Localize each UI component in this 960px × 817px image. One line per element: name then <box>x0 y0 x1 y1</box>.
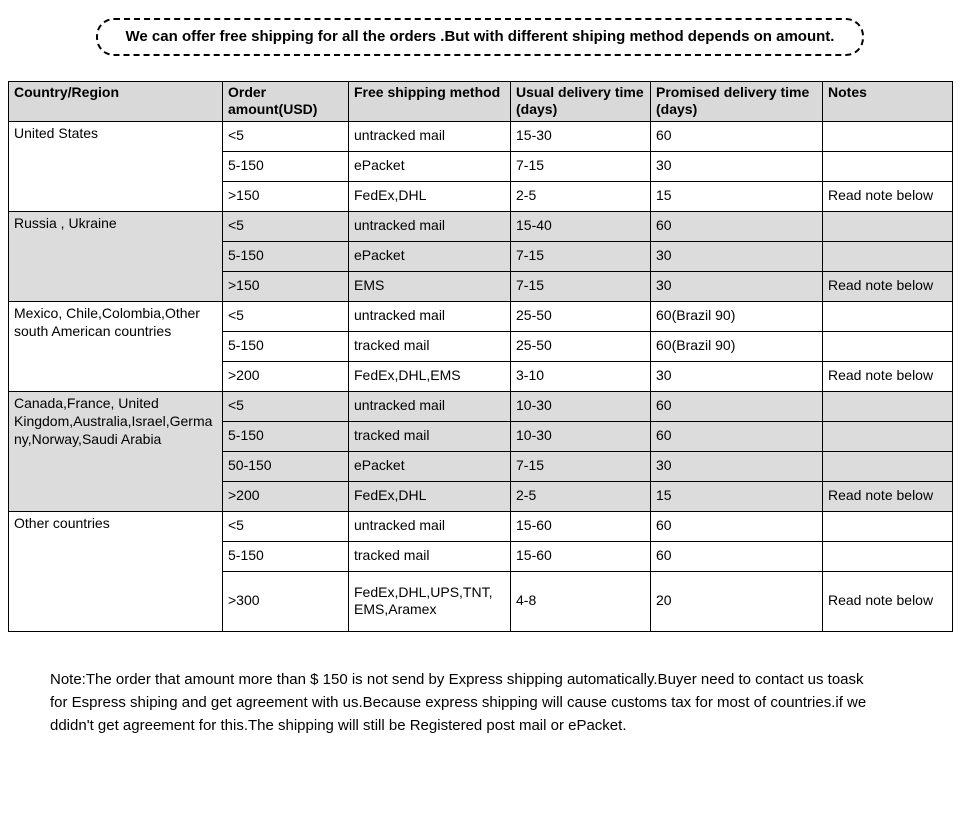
promised-delivery-cell: 60 <box>651 211 823 241</box>
shipping-method-cell: FedEx,DHL <box>349 481 511 511</box>
shipping-method-cell: tracked mail <box>349 331 511 361</box>
country-cell: Other countries <box>9 511 223 631</box>
order-amount-cell: 5-150 <box>223 151 349 181</box>
notes-cell: Read note below <box>823 571 953 631</box>
shipping-method-cell: ePacket <box>349 241 511 271</box>
promised-delivery-cell: 60 <box>651 541 823 571</box>
order-amount-cell: 5-150 <box>223 241 349 271</box>
shipping-table-body <box>9 121 953 631</box>
promised-delivery-cell: 60 <box>651 391 823 421</box>
header-usual-delivery-time: Usual delivery time (days) <box>511 81 651 121</box>
shipping-note: Note:The order that amount more than $ 150 is not send by Express shipping automatically.Buyer need to contact us toask for Espress shiping and get agreement with us.Because express shipping will cause customs tax for most of countries.if we ddidn't get agreement for this.The shipping will still be Registered post mail or ePacket. <box>50 670 867 734</box>
shipping-method-cell: untracked mail <box>349 391 511 421</box>
order-amount-cell: >150 <box>223 181 349 211</box>
usual-delivery-cell: 10-30 <box>511 391 651 421</box>
usual-delivery-cell: 15-60 <box>511 541 651 571</box>
shipping-method-cell: untracked mail <box>349 121 511 151</box>
notes-cell: Read note below <box>823 481 953 511</box>
usual-delivery-cell: 15-60 <box>511 511 651 541</box>
header-order-amount: Order amount(USD) <box>223 81 349 121</box>
table-row <box>9 121 953 151</box>
shipping-method-cell: FedEx,DHL <box>349 181 511 211</box>
notes-cell <box>823 241 953 271</box>
usual-delivery-cell: 25-50 <box>511 331 651 361</box>
notes-cell: Read note below <box>823 271 953 301</box>
shipping-table <box>8 81 953 632</box>
usual-delivery-cell: 7-15 <box>511 241 651 271</box>
table-row <box>9 511 953 541</box>
promised-delivery-cell: 20 <box>651 571 823 631</box>
promised-delivery-cell: 30 <box>651 271 823 301</box>
notes-cell <box>823 121 953 151</box>
notes-cell: Read note below <box>823 181 953 211</box>
order-amount-cell: 5-150 <box>223 331 349 361</box>
usual-delivery-cell: 7-15 <box>511 151 651 181</box>
promised-delivery-cell: 15 <box>651 181 823 211</box>
notes-cell <box>823 331 953 361</box>
shipping-method-cell: ePacket <box>349 451 511 481</box>
usual-delivery-cell: 15-30 <box>511 121 651 151</box>
promised-delivery-cell: 60(Brazil 90) <box>651 331 823 361</box>
order-amount-cell: <5 <box>223 511 349 541</box>
header-notes: Notes <box>823 81 953 121</box>
shipping-method-cell: tracked mail <box>349 541 511 571</box>
shipping-method-cell: EMS <box>349 271 511 301</box>
notes-cell <box>823 301 953 331</box>
order-amount-cell: >150 <box>223 271 349 301</box>
usual-delivery-cell: 25-50 <box>511 301 651 331</box>
table-header-row <box>9 81 953 121</box>
usual-delivery-cell: 3-10 <box>511 361 651 391</box>
header-free-shipping-method: Free shipping method <box>349 81 511 121</box>
shipping-method-cell: untracked mail <box>349 301 511 331</box>
notes-cell <box>823 391 953 421</box>
free-shipping-banner: We can offer free shipping for all the orders .But with different shiping method depends on amount. <box>96 18 865 56</box>
order-amount-cell: >200 <box>223 481 349 511</box>
shipping-method-cell: ePacket <box>349 151 511 181</box>
order-amount-cell: <5 <box>223 391 349 421</box>
usual-delivery-cell: 2-5 <box>511 481 651 511</box>
promised-delivery-cell: 30 <box>651 361 823 391</box>
shipping-method-cell: untracked mail <box>349 511 511 541</box>
order-amount-cell: 5-150 <box>223 421 349 451</box>
notes-cell <box>823 451 953 481</box>
order-amount-cell: >200 <box>223 361 349 391</box>
order-amount-cell: <5 <box>223 301 349 331</box>
order-amount-cell: 5-150 <box>223 541 349 571</box>
notes-cell <box>823 151 953 181</box>
promised-delivery-cell: 30 <box>651 451 823 481</box>
country-cell: Canada,France, United Kingdom,Australia,Israel,Germany,Norway,Saudi Arabia <box>9 391 223 511</box>
shipping-method-cell: FedEx,DHL,UPS,TNT, EMS,Aramex <box>349 571 511 631</box>
usual-delivery-cell: 7-15 <box>511 451 651 481</box>
table-row <box>9 211 953 241</box>
order-amount-cell: >300 <box>223 571 349 631</box>
order-amount-cell: 50-150 <box>223 451 349 481</box>
usual-delivery-cell: 7-15 <box>511 271 651 301</box>
promised-delivery-cell: 60 <box>651 421 823 451</box>
table-row <box>9 301 953 331</box>
country-cell: Russia , Ukraine <box>9 211 223 301</box>
order-amount-cell: <5 <box>223 121 349 151</box>
table-row <box>9 391 953 421</box>
notes-cell <box>823 421 953 451</box>
promised-delivery-cell: 15 <box>651 481 823 511</box>
header-promised-delivery-time: Promised delivery time (days) <box>651 81 823 121</box>
shipping-table-head <box>9 81 953 121</box>
shipping-method-cell: untracked mail <box>349 211 511 241</box>
promised-delivery-cell: 60 <box>651 121 823 151</box>
promised-delivery-cell: 60 <box>651 511 823 541</box>
order-amount-cell: <5 <box>223 211 349 241</box>
notes-cell: Read note below <box>823 361 953 391</box>
country-cell: United States <box>9 121 223 211</box>
usual-delivery-cell: 4-8 <box>511 571 651 631</box>
notes-cell <box>823 541 953 571</box>
usual-delivery-cell: 2-5 <box>511 181 651 211</box>
usual-delivery-cell: 15-40 <box>511 211 651 241</box>
country-cell: Mexico, Chile,Colombia,Other south American countries <box>9 301 223 391</box>
promised-delivery-cell: 30 <box>651 151 823 181</box>
shipping-method-cell: FedEx,DHL,EMS <box>349 361 511 391</box>
usual-delivery-cell: 10-30 <box>511 421 651 451</box>
promised-delivery-cell: 30 <box>651 241 823 271</box>
notes-cell <box>823 511 953 541</box>
promised-delivery-cell: 60(Brazil 90) <box>651 301 823 331</box>
header-country-region: Country/Region <box>9 81 223 121</box>
notes-cell <box>823 211 953 241</box>
shipping-method-cell: tracked mail <box>349 421 511 451</box>
